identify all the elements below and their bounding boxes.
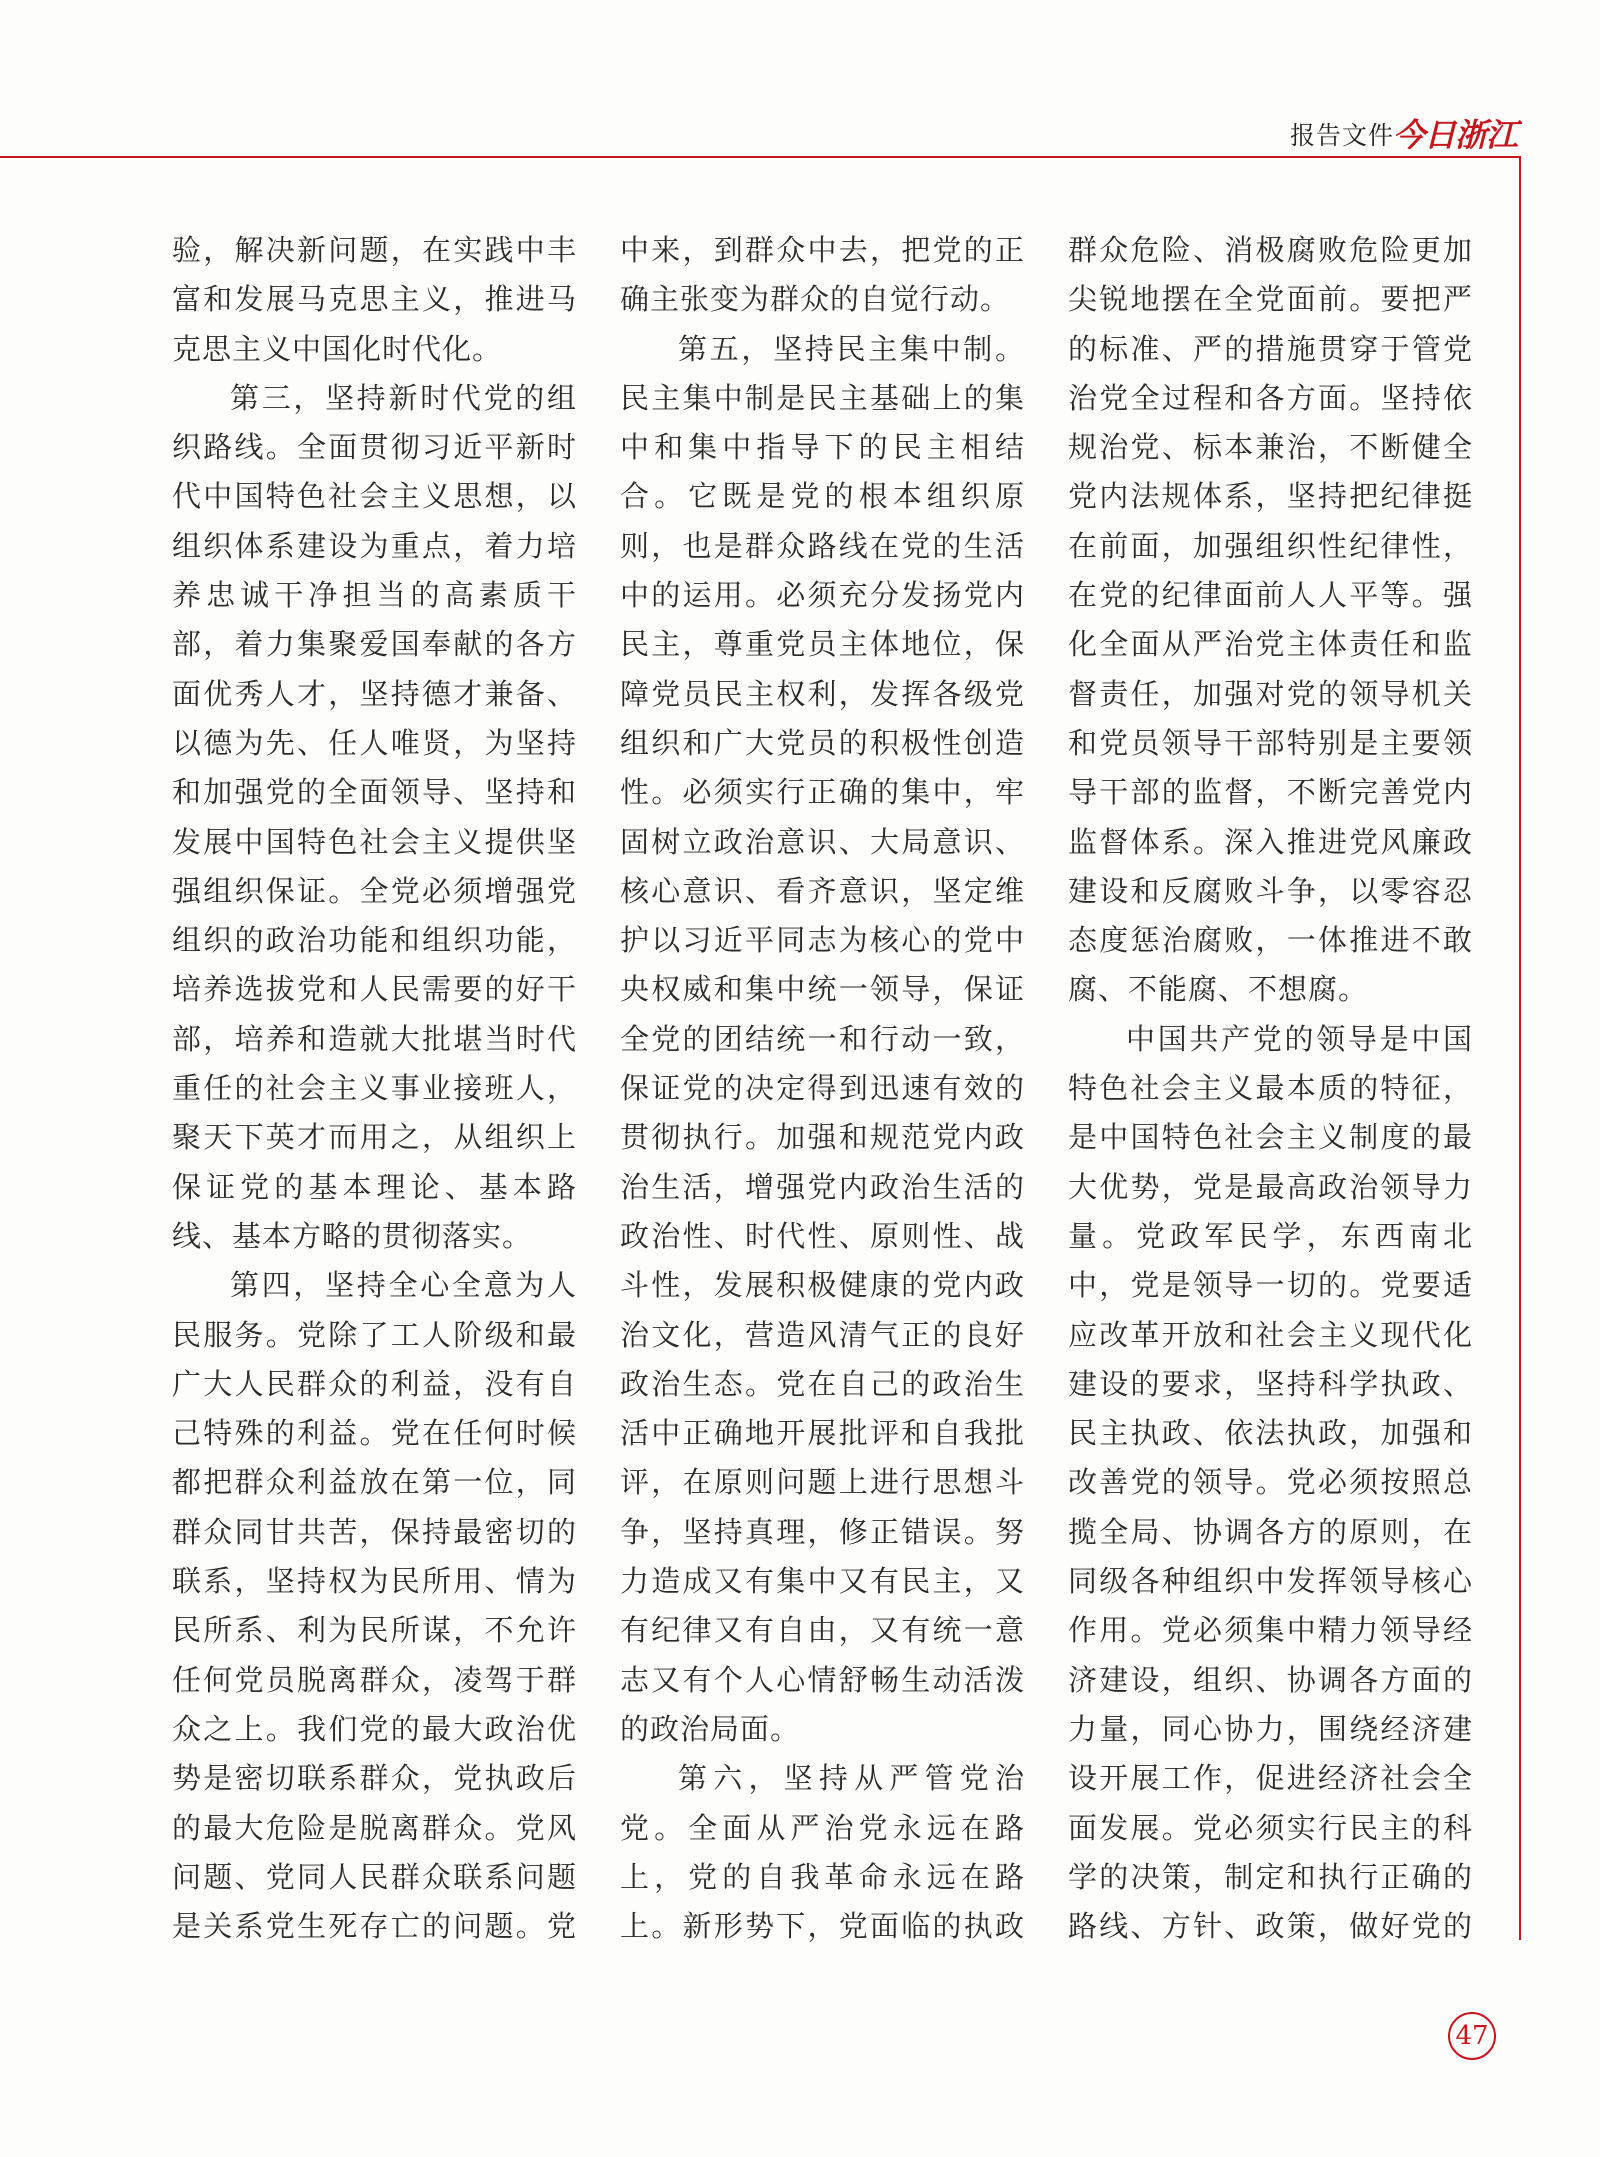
- paragraph: 第四，坚持全心全意为人民服务。党除了工人阶级和最广大人民群众的利益，没有自己特殊的利益。党在任何时候都把群众利益放在第一位，同群众同甘共苦，保持最密切的联系，坚持权为民所用、情为民所系、利为民所谋，不允许任何党员脱离群众，凌驾于群众之上。我们党的最大政治优势是密切联系群众，党执政后的最大危险是脱离群众。党风问题、党同人民群众联系问题是关系党生死存亡的问题。党: [172, 1268, 577, 1944]
- text-column-3: [1068, 226, 1473, 1946]
- section-label: 报告文件: [1290, 121, 1395, 150]
- paragraph: 第三，坚持新时代党的组织路线。全面贯彻习近平新时代中国特色社会主义思想，以组织体系建设为重点，着力培养忠诚干净担当的高素质干部，着力集聚爱国奉献的各方面优秀人才，坚持德才兼备、以德为先、任人唯贤，为坚持和加强党的全面领导、坚持和发展中国特色社会主义提供坚强组织保证。全党必须增强党组织的政治功能和组织功能，培养选拔党和人民需要的好干部，培养和造就大批堪当时代重任的社会主义事业接班人，聚天下英才而用之，从组织上保证党的基本理论、基本路线、基本方略的贯彻落实。: [172, 380, 577, 1253]
- paragraph: 中国共产党的领导是中国特色社会主义最本质的特征，是中国特色社会主义制度的最大优势，党是最高政治领导力量。党政军民学，东西南北中，党是领导一切的。党要适应改革开放和社会主义现代化建设的要求，坚持科学执政、民主执政、依法执政，加强和改善党的领导。党必须按照总揽全局、协调各方的原则，在同级各种组织中发挥领导核心作用。党必须集中精力领导经济建设，组织、协调各方面的力量，同心协力，围绕经济建设开展工作，促进经济社会全面发展。党必须实行民主的科学的决策，制定和执行正确的路线、方针、政策，做好党的: [1068, 1021, 1473, 1944]
- page-number: 47: [1448, 2012, 1496, 2060]
- text-column-2: [620, 226, 1025, 1946]
- text-column-1: [172, 226, 577, 1946]
- magazine-logo: 今日浙江: [1393, 116, 1518, 154]
- paragraph: 群众危险、消极腐败危险更加尖锐地摆在全党面前。要把严的标准、严的措施贯穿于管党治党全过程和各方面。坚持依规治党、标本兼治，不断健全党内法规体系，坚持把纪律挺在前面，加强组织性纪律性，在党的纪律面前人人平等。强化全面从严治党主体责任和监督责任，加强对党的领导机关和党员领导干部特别是主要领导干部的监督，不断完善党内监督体系。深入推进党风廉政建设和反腐败斗争，以零容忍态度惩治腐败，一体推进不敢腐、不能腐、不想腐。: [1068, 233, 1473, 1007]
- paragraph: 中来，到群众中去，把党的正确主张变为群众的自觉行动。: [620, 233, 1025, 317]
- header-divider: [0, 156, 1521, 158]
- paragraph: 验，解决新问题，在实践中丰富和发展马克思主义，推进马克思主义中国化时代化。: [172, 233, 577, 366]
- paragraph: 第五，坚持民主集中制。民主集中制是民主基础上的集中和集中指导下的民主相结合。它既是党的根本组织原则，也是群众路线在党的生活中的运用。必须充分发扬党内民主，尊重党员主体地位，保障党员民主权利，发挥各级党组织和广大党员的积极性创造性。必须实行正确的集中，牢固树立政治意识、大局意识、核心意识、看齐意识，坚定维护以习近平同志为核心的党中央权威和集中统一领导，保证全党的团结统一和行动一致，保证党的决定得到迅速有效的贯彻执行。加强和规范党内政治生活，增强党内政治生活的政治性、时代性、原则性、战斗性，发展积极健康的党内政治文化，营造风清气正的良好政治生态。党在自己的政治生活中正确地开展批评和自我批评，在原则问题上进行思想斗争，坚持真理，修正错误。努力造成又有集中又有民主，又有纪律又有自由，又有统一意志又有个人心情舒畅生动活泼的政治局面。: [620, 331, 1025, 1746]
- paragraph: 第六，坚持从严管党治党。全面从严治党永远在路上，党的自我革命永远在路上。新形势下，党面临的执政: [620, 1761, 1025, 1944]
- right-margin-rule: [1519, 156, 1521, 1940]
